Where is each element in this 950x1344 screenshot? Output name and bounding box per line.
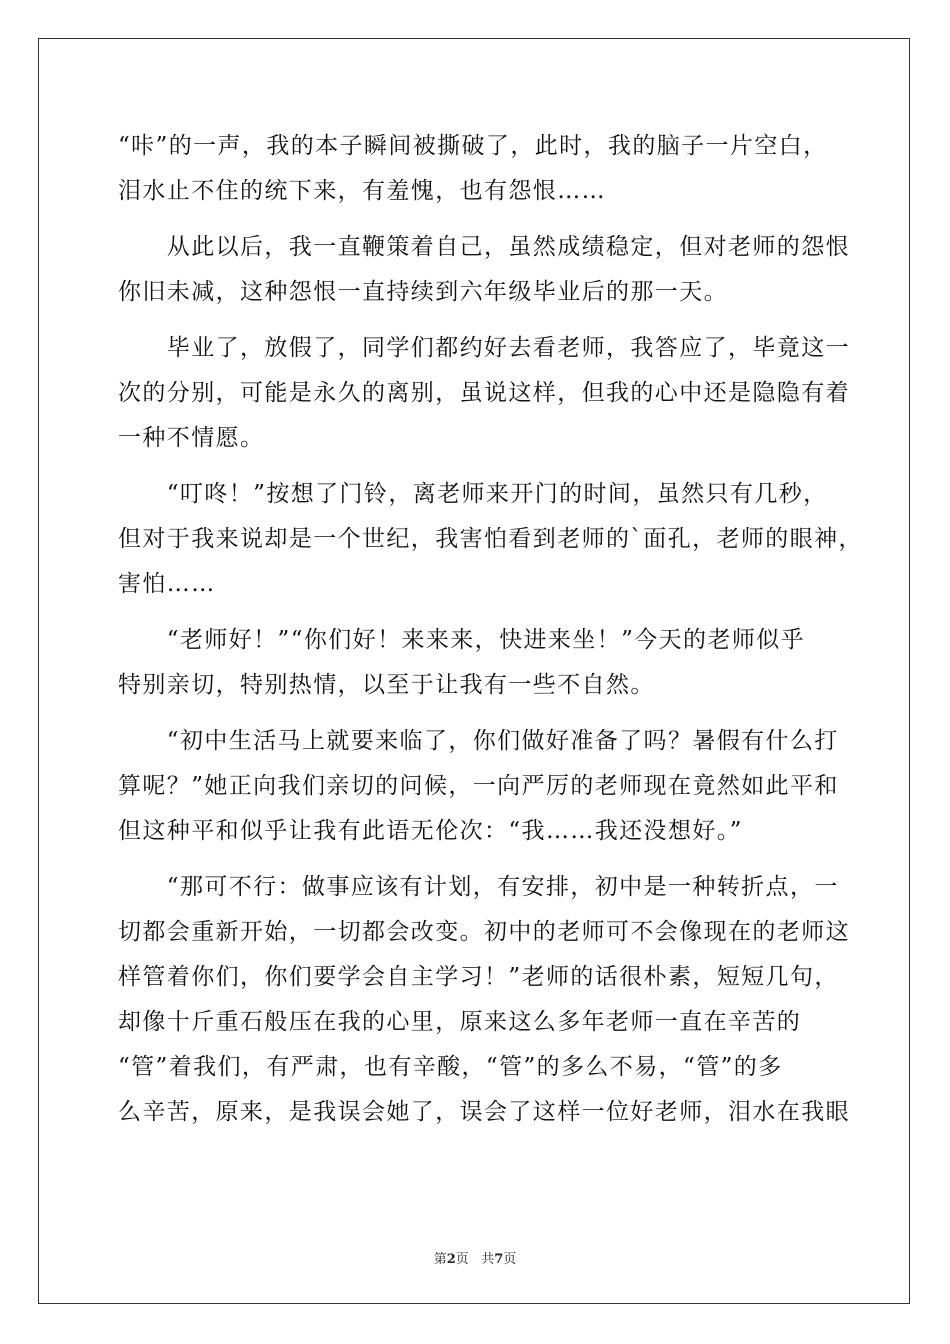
text-line: “初中生活马上就要来临了，你们做好准备了吗？暑假有什么打 (118, 728, 839, 754)
text-line: “咔”的一声，我的本子瞬间被撕破了，此时，我的脑子一片空白， (118, 133, 828, 159)
paragraph-gap (118, 461, 838, 472)
total-prefix: 共 (481, 1252, 495, 1267)
text-line: 一种不情愿。 (118, 425, 265, 451)
text-line: 样管着你们，你们要学会自主学习！”老师的话很朴素，短短几句， (118, 964, 839, 990)
text-line: “叮咚！”按想了门铃，离老师来开门的时间，虽然只有几秒， (118, 481, 828, 507)
page-number: 2 (446, 1252, 456, 1267)
text-line: 你旧未减，这种怨恨一直持续到六年级毕业后的那一天。 (118, 279, 728, 305)
text-line: 切都会重新开始，一切都会改变。初中的老师可不会像现在的老师这 (118, 919, 850, 945)
text-line: 么辛苦，原来，是我误会她了，误会了这样一位好老师，泪水在我眼 (118, 1099, 850, 1125)
paragraph-gap (118, 854, 838, 865)
text-line: 算呢？”她正向我们亲切的问候，一向严厉的老师现在竟然如此平和 (118, 773, 839, 799)
total-suffix: 页 (503, 1252, 517, 1267)
text-line: 却像十斤重石般压在我的心里，原来这么多年老师一直在辛苦的 (118, 1009, 802, 1035)
page-prefix: 第 (433, 1252, 447, 1267)
text-line: 次的分别，可能是永久的离别，虽说这样，但我的心中还是隐隐有着 (118, 380, 850, 406)
paragraph-gap (118, 607, 838, 618)
total-pages: 7 (494, 1252, 504, 1267)
text-line: “老师好！”“你们好！来来来，快进来坐！”今天的老师似乎 (118, 627, 806, 653)
paragraph-gap (118, 708, 838, 719)
text-line: “管”着我们，有严肃，也有辛酸，“管”的多么不易，“管”的多 (118, 1054, 783, 1080)
paragraph-gap (118, 315, 838, 326)
page-footer (0, 1248, 950, 1267)
paragraph-gap (118, 214, 838, 225)
text-line: 特别亲切，特别热情，以至于让我有一些不自然。 (118, 672, 655, 698)
text-line: “那可不行：做事应该有计划，有安排，初中是一种转折点，一 (118, 874, 839, 900)
document-body (118, 124, 863, 1135)
text-line: 害怕…… (118, 571, 216, 597)
text-line: 毕业了，放假了，同学们都约好去看老师，我答应了，毕竟这一 (118, 335, 850, 361)
text-line: 但这种平和似乎让我有此语无伦次：“我……我还没想好。” (118, 818, 743, 844)
page-suffix: 页 (455, 1252, 469, 1267)
text-line: 泪水止不住的统下来，有羞愧，也有怨恨…… (118, 178, 606, 204)
text-line: 但对于我来说却是一个世纪，我害怕看到老师的`面孔，老师的眼神， (118, 526, 863, 552)
text-line: 从此以后，我一直鞭策着自己，虽然成绩稳定，但对老师的怨恨 (118, 234, 850, 260)
